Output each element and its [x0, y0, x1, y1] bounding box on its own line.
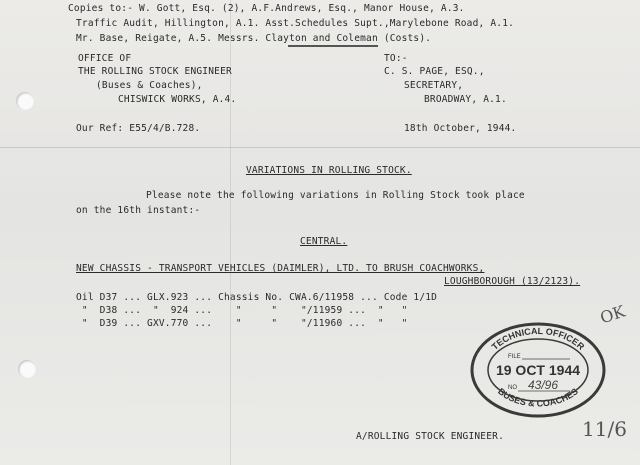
letter-date: 18th October, 1944.	[404, 123, 517, 134]
copies-line-3: Mr. Base, Reigate, A.5. Messrs. Clayton and Coleman (Costs).	[76, 33, 432, 44]
document-heading: VARIATIONS IN ROLLING STOCK.	[246, 165, 412, 176]
section-heading: CENTRAL.	[300, 236, 348, 247]
technical-officer-stamp	[468, 320, 608, 422]
stamp-bottom-text: BUSES & COACHES	[496, 386, 580, 409]
handwritten-ok: OK	[597, 301, 628, 328]
vehicle-row-1: Oil D37 ... GLX.923 ... Chassis No. CWA.6/11958 ... Code 1/1D	[76, 292, 438, 303]
stamp-no-label: NO	[508, 385, 517, 391]
copies-line-1: Copies to:- W. Gott, Esq. (2), A.F.Andrews, Esq., Manor House, A.3.	[68, 3, 465, 14]
vehicle-row-2: " D38 ... " 924 ... " " "/11959 ... " "	[76, 305, 408, 316]
from-line-2: THE ROLLING STOCK ENGINEER	[78, 66, 232, 77]
handwritten-fraction: 11/6	[582, 417, 627, 441]
transfer-line-2: LOUGHBOROUGH (13/2123).	[444, 276, 581, 287]
stamp-file-label: FILE	[508, 354, 521, 360]
from-line-3: (Buses & Coaches),	[96, 80, 203, 91]
intro-line-2: on the 16th instant:-	[76, 205, 201, 216]
to-line-1: TO:-	[384, 53, 408, 64]
punch-hole-bottom	[18, 360, 36, 378]
copies-underline	[288, 45, 378, 47]
to-line-2: C. S. PAGE, ESQ.,	[384, 66, 485, 77]
stamp-number: 43/96	[528, 378, 559, 392]
copies-line-2: Traffic Audit, Hillington, A.1. Asst.Schedules Supt.,Marylebone Road, A.1.	[76, 18, 515, 29]
fold-line	[0, 147, 640, 148]
to-line-3: SECRETARY,	[404, 80, 464, 91]
from-line-4: CHISWICK WORKS, A.4.	[118, 94, 237, 105]
punch-hole-top	[16, 92, 34, 110]
reference-number: Our Ref: E55/4/B.728.	[76, 123, 201, 134]
signature-line: A/ROLLING STOCK ENGINEER.	[356, 431, 504, 442]
stamp-top-text: TECHNICAL OFFICER	[489, 325, 587, 352]
to-line-4: BROADWAY, A.1.	[424, 94, 507, 105]
vehicle-row-3: " D39 ... GXV.770 ... " " "/11960 ... " "	[76, 318, 408, 329]
transfer-line-1: NEW CHASSIS - TRANSPORT VEHICLES (DAIMLER), LTD. TO BRUSH COACHWORKS,	[76, 263, 485, 274]
from-line-1: OFFICE OF	[78, 53, 132, 64]
intro-line-1: Please note the following variations in Rolling Stock took place	[146, 190, 525, 201]
stamp-date: 19 OCT 1944	[495, 362, 581, 378]
